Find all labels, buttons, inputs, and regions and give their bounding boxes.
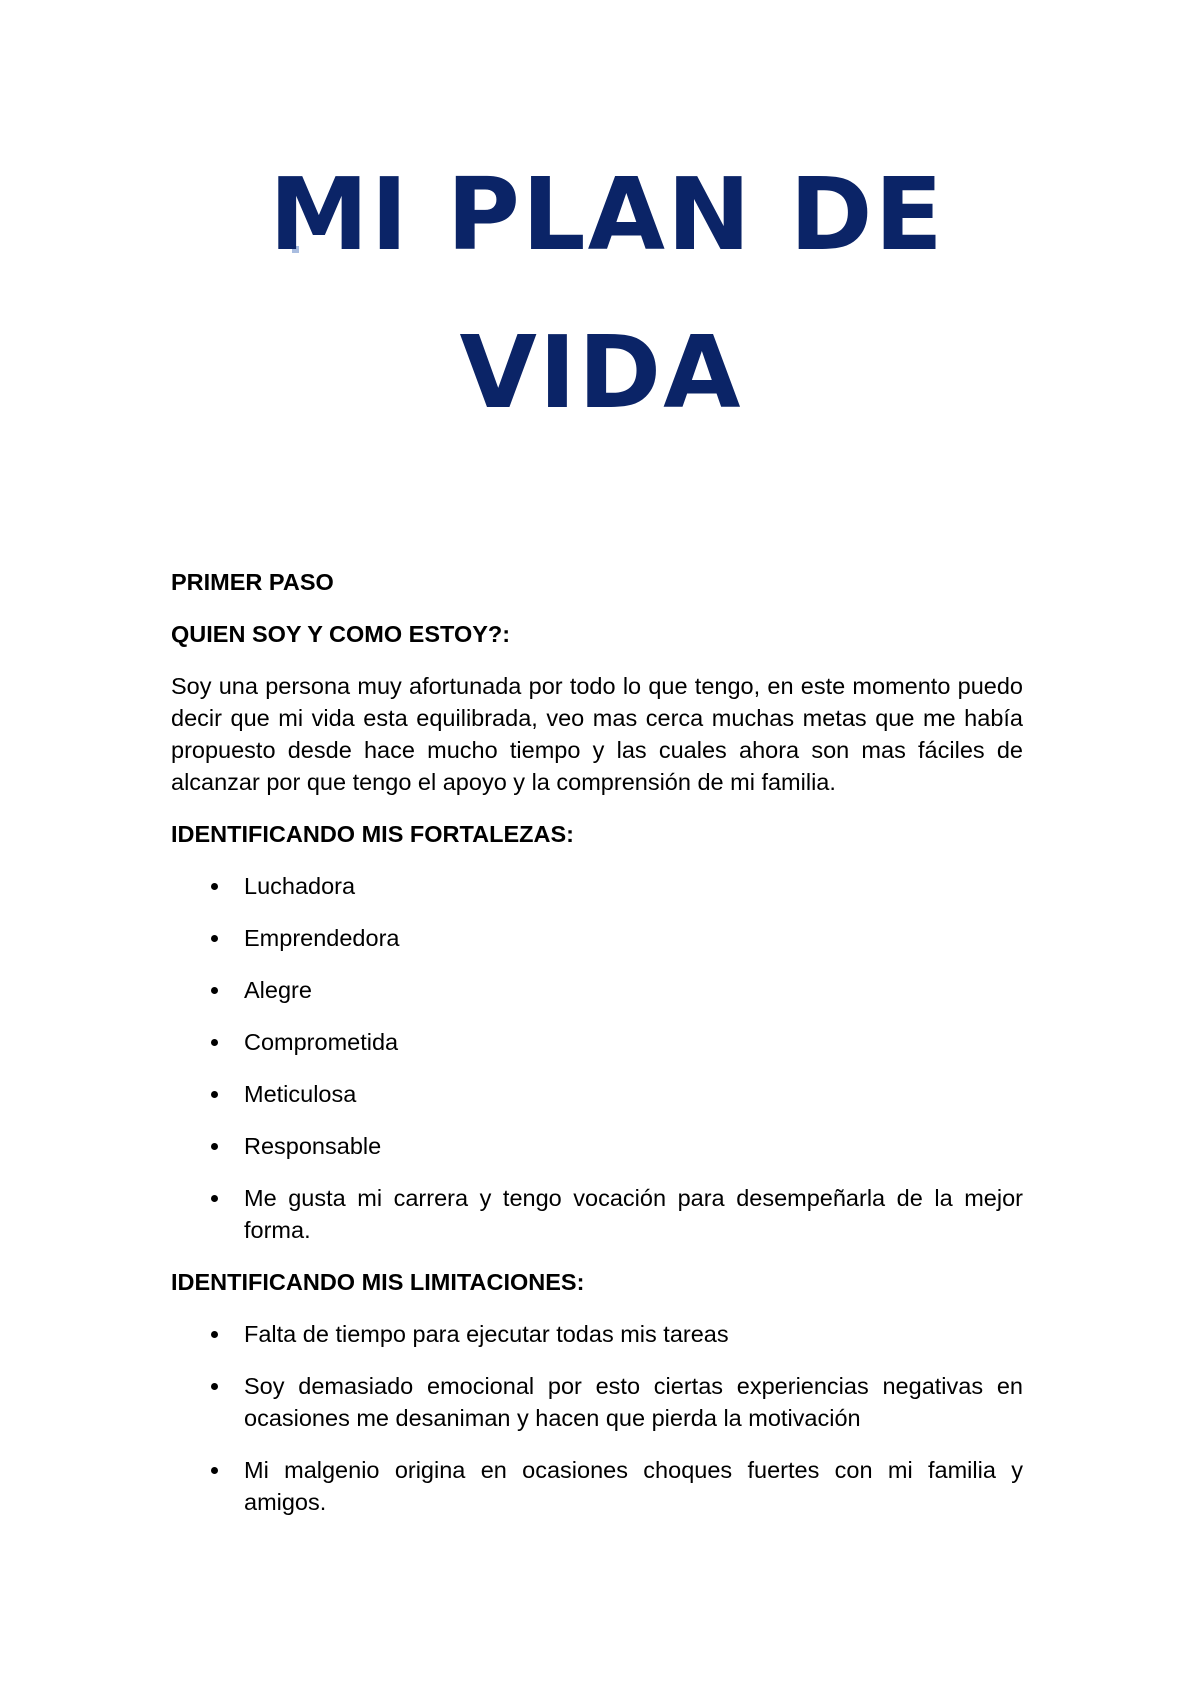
section-heading-limitaciones: IDENTIFICANDO MIS LIMITACIONES: bbox=[171, 1269, 585, 1295]
list-item bbox=[171, 1454, 1023, 1518]
bullet-icon bbox=[211, 1091, 218, 1098]
list-item bbox=[171, 1318, 1023, 1350]
bullet-icon bbox=[211, 1039, 218, 1046]
list-item bbox=[171, 870, 1023, 902]
limitaciones-list bbox=[171, 1318, 1023, 1518]
quien-soy-paragraph: Soy una persona muy afortunada por todo lo que tengo, en este momento puedo decir que mi vida esta equilibrada, veo mas cerca muchas metas que me había propuesto desde hace mucho tiempo y las cuales ahora son mas fáciles de alcanzar por que tengo el apoyo y la comprensión de mi familia. bbox=[171, 673, 1023, 795]
list-item bbox=[171, 1130, 1023, 1162]
list-item-text: Mi malgenio origina en ocasiones choques fuertes con mi familia y amigos. bbox=[244, 1457, 1023, 1515]
page-title-line-2: VIDA bbox=[459, 314, 743, 431]
bullet-icon bbox=[211, 987, 218, 994]
list-item bbox=[171, 1078, 1023, 1110]
bullet-icon bbox=[211, 1143, 218, 1150]
bullet-icon bbox=[211, 1195, 218, 1202]
list-item-text: Responsable bbox=[244, 1133, 382, 1159]
section-heading-fortalezas: IDENTIFICANDO MIS FORTALEZAS: bbox=[171, 821, 574, 847]
bullet-icon bbox=[211, 1331, 218, 1338]
bullet-icon bbox=[211, 1383, 218, 1390]
fortalezas-list bbox=[171, 870, 1023, 1246]
document-body bbox=[171, 566, 1023, 1538]
list-item bbox=[171, 974, 1023, 1006]
list-item-text: Meticulosa bbox=[244, 1081, 357, 1107]
list-item bbox=[171, 1182, 1023, 1246]
list-item-text: Emprendedora bbox=[244, 925, 400, 951]
list-item bbox=[171, 1370, 1023, 1434]
list-item-text: Me gusta mi carrera y tengo vocación para desempeñarla de la mejor forma. bbox=[244, 1185, 1023, 1243]
list-item bbox=[171, 1026, 1023, 1058]
list-item-text: Luchadora bbox=[244, 873, 356, 899]
bullet-icon bbox=[211, 935, 218, 942]
bullet-icon bbox=[211, 883, 218, 890]
list-item-text: Comprometida bbox=[244, 1029, 399, 1055]
list-item-text: Soy demasiado emocional por esto ciertas experiencias negativas en ocasiones me desaniman y hacen que pierda la motivación bbox=[244, 1373, 1023, 1431]
list-item-text: Alegre bbox=[244, 977, 312, 1003]
bullet-icon bbox=[211, 1467, 218, 1474]
list-item-text: Falta de tiempo para ejecutar todas mis tareas bbox=[244, 1321, 729, 1347]
section-heading-primer-paso: PRIMER PASO bbox=[171, 569, 334, 595]
section-heading-quien-soy: QUIEN SOY Y COMO ESTOY?: bbox=[171, 621, 511, 647]
page-title-line-1: MI PLAN DE bbox=[269, 156, 945, 273]
list-item bbox=[171, 922, 1023, 954]
